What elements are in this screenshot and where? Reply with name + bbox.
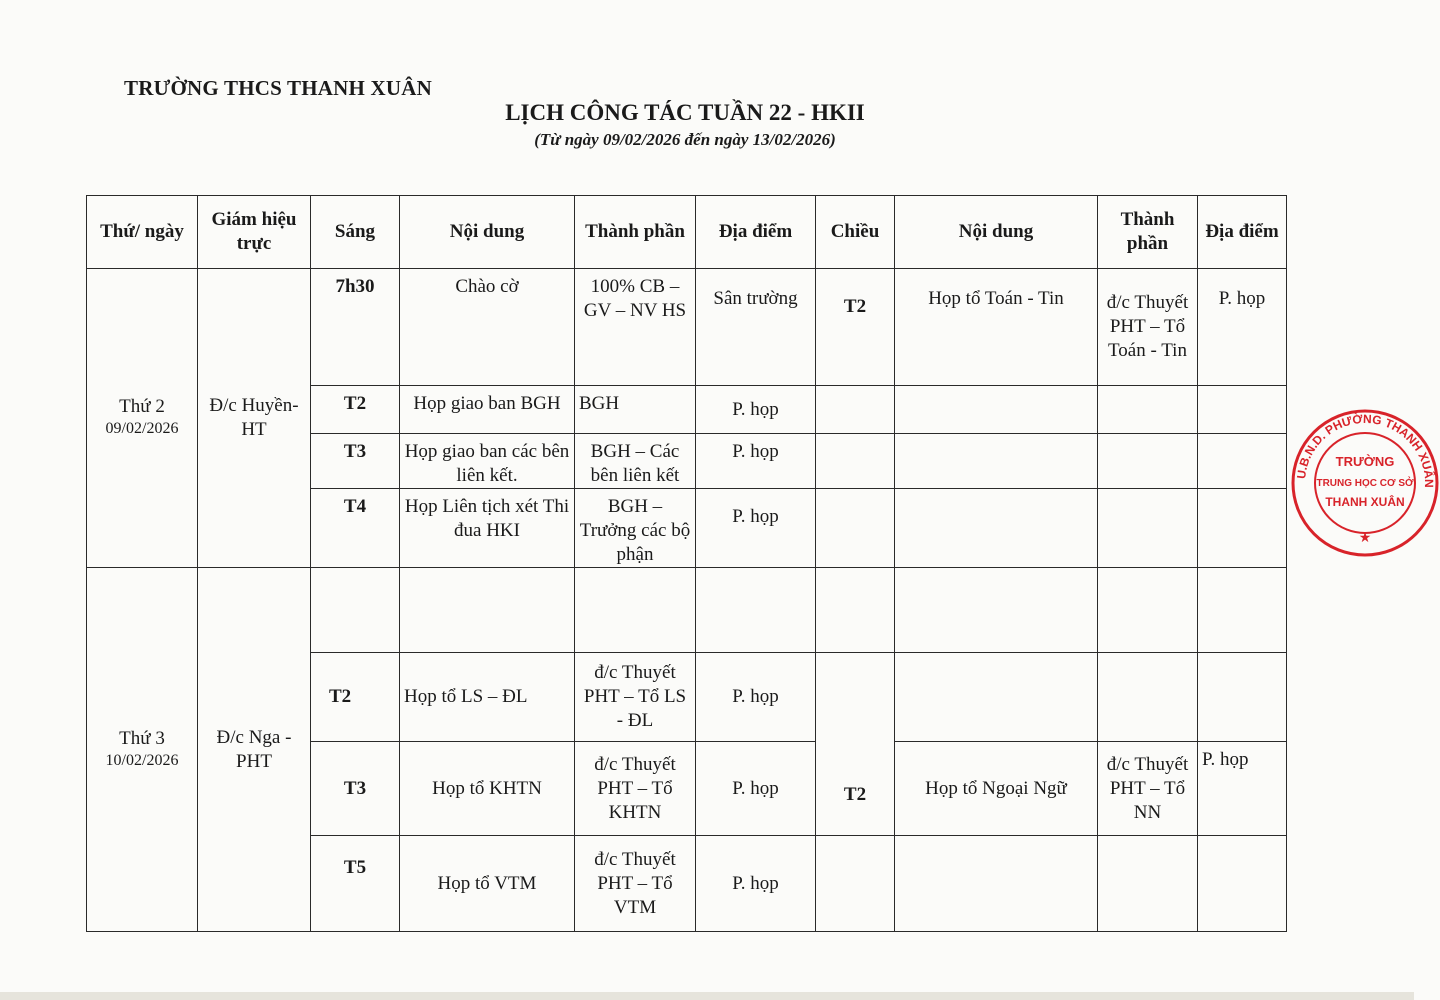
am-time: 7h30 <box>311 269 400 386</box>
am-place: P. họp <box>696 489 816 568</box>
am-members: 100% CB – GV – NV HS <box>575 269 696 386</box>
principal-cell: Đ/c Huyền- HT <box>198 269 311 568</box>
scan-edge <box>0 992 1414 1000</box>
pm-content <box>895 434 1098 489</box>
pm-members <box>1098 489 1198 568</box>
am-members: BGH – Các bên liên kết <box>575 434 696 489</box>
am-place: P. họp <box>696 836 816 932</box>
pm-content: Họp tổ Toán - Tin <box>895 269 1098 386</box>
pm-content <box>895 386 1098 434</box>
header-content-pm: Nội dung <box>895 196 1098 269</box>
pm-place: P. họp <box>1198 742 1287 836</box>
am-members: đ/c Thuyết PHT – Tổ VTM <box>575 836 696 932</box>
stamp-line2: TRUNG HỌC CƠ SỞ <box>1316 478 1414 489</box>
am-members: đ/c Thuyết PHT – Tổ KHTN <box>575 742 696 836</box>
am-content: Họp tổ KHTN <box>400 742 575 836</box>
am-time: T3 <box>311 434 400 489</box>
pm-members: đ/c Thuyết PHT – Tổ Toán - Tin <box>1098 269 1198 386</box>
am-content: Họp tổ VTM <box>400 836 575 932</box>
am-content: Chào cờ <box>400 269 575 386</box>
header-afternoon: Chiều <box>816 196 895 269</box>
header-place-am: Địa điểm <box>696 196 816 269</box>
stamp-ring-text: U.B.N.D. PHƯỜNG THANH XUÂN <box>1294 411 1437 488</box>
am-time: T2 <box>311 653 400 742</box>
am-members: BGH <box>575 386 696 434</box>
pm-place <box>1198 434 1287 489</box>
day-date: 10/02/2026 <box>105 751 179 769</box>
pm-place <box>1198 386 1287 434</box>
am-time: T5 <box>311 836 400 932</box>
am-members <box>575 568 696 653</box>
schedule-table <box>86 195 1287 932</box>
pm-time: T2 <box>816 653 895 836</box>
am-content <box>400 568 575 653</box>
am-place: P. họp <box>696 386 816 434</box>
header-principal: Giám hiệu trực <box>198 196 311 269</box>
pm-place <box>1198 653 1287 742</box>
header-place-pm: Địa điểm <box>1198 196 1287 269</box>
header-members-am: Thành phần <box>575 196 696 269</box>
pm-content <box>895 653 1098 742</box>
stamp-line1: TRƯỜNG <box>1335 454 1395 469</box>
pm-place <box>1198 568 1287 653</box>
pm-time <box>816 489 895 568</box>
school-stamp <box>1290 408 1440 558</box>
header-content-am: Nội dung <box>400 196 575 269</box>
am-place: P. họp <box>696 742 816 836</box>
pm-content <box>895 489 1098 568</box>
am-members: BGH – Trưởng các bộ phận <box>575 489 696 568</box>
header-members-pm: Thành phần <box>1098 196 1198 269</box>
am-time: T3 <box>311 742 400 836</box>
pm-time <box>816 836 895 932</box>
pm-content <box>895 836 1098 932</box>
pm-content: Họp tổ Ngoại Ngữ <box>895 742 1098 836</box>
pm-members <box>1098 434 1198 489</box>
am-content: Họp giao ban BGH <box>400 386 575 434</box>
am-time <box>311 568 400 653</box>
date-range: (Từ ngày 09/02/2026 đến ngày 13/02/2026) <box>534 130 836 149</box>
am-content: Họp tổ LS – ĐL <box>400 653 575 742</box>
am-place: P. họp <box>696 434 816 489</box>
pm-time <box>816 568 895 653</box>
pm-members <box>1098 653 1198 742</box>
pm-place <box>1198 836 1287 932</box>
pm-place: P. họp <box>1198 269 1287 386</box>
day-date: 09/02/2026 <box>105 420 179 437</box>
am-time: T2 <box>311 386 400 434</box>
pm-members: đ/c Thuyết PHT – Tổ NN <box>1098 742 1198 836</box>
pm-time: T2 <box>816 269 895 386</box>
pm-members <box>1098 386 1198 434</box>
header-row <box>87 196 1287 269</box>
pm-time <box>816 386 895 434</box>
am-time: T4 <box>311 489 400 568</box>
am-content: Họp Liên tịch xét Thi đua HKI <box>400 489 575 568</box>
pm-place <box>1198 489 1287 568</box>
am-members: đ/c Thuyết PHT – Tổ LS - ĐL <box>575 653 696 742</box>
pm-members <box>1098 568 1198 653</box>
day-name: Thứ 2 <box>119 396 165 417</box>
table-row <box>87 269 1287 386</box>
page-title: LỊCH CÔNG TÁC TUẦN 22 - HKII <box>505 100 865 125</box>
day-cell <box>87 269 198 568</box>
school-name: TRƯỜNG THCS THANH XUÂN <box>124 76 432 100</box>
header-day: Thứ/ ngày <box>87 196 198 269</box>
principal-cell: Đ/c Nga - PHT <box>198 568 311 932</box>
pm-content <box>895 568 1098 653</box>
star-icon: ★ <box>1358 530 1372 546</box>
table-row <box>87 568 1287 653</box>
day-name: Thứ 3 <box>119 727 165 749</box>
am-place <box>696 568 816 653</box>
pm-members <box>1098 836 1198 932</box>
am-place: P. họp <box>696 653 816 742</box>
header-morning: Sáng <box>311 196 400 269</box>
day-cell <box>87 568 198 932</box>
stamp-line3: THANH XUÂN <box>1325 495 1405 509</box>
am-place: Sân trường <box>696 269 816 386</box>
am-content: Họp giao ban các bên liên kết. <box>400 434 575 489</box>
pm-time <box>816 434 895 489</box>
